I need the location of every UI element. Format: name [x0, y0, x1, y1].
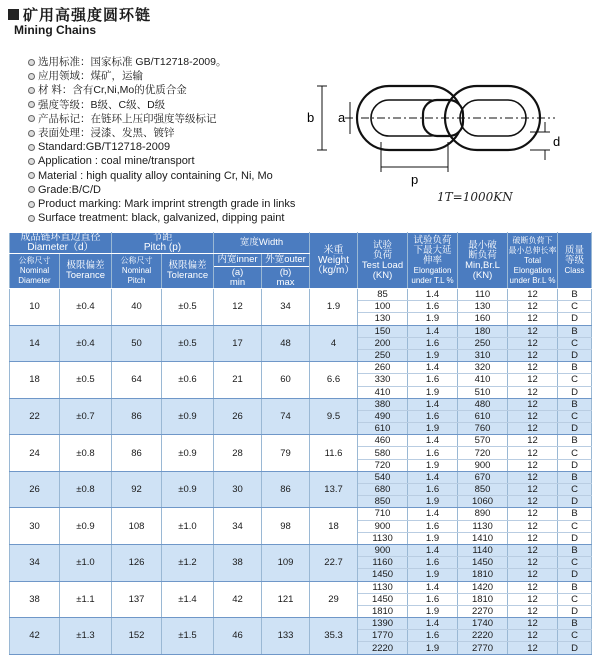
table-row [10, 362, 592, 374]
cell-test-load: 1130 [358, 581, 408, 593]
cell-min-break: 2220 [458, 630, 508, 642]
table-row [10, 508, 592, 520]
cell-pitch-tolerance: ±0.6 [162, 362, 214, 399]
cell-test-load: 85 [358, 289, 408, 301]
cell-inner-width: 38 [214, 544, 262, 581]
cell-test-load: 380 [358, 398, 408, 410]
table-row [10, 471, 592, 483]
cell-elongation: 1.9 [408, 605, 458, 617]
cell-class: D [558, 423, 592, 435]
cell-outer-width: 79 [262, 435, 310, 472]
cell-diameter: 22 [10, 398, 60, 435]
bullet-icon [28, 172, 35, 179]
hdr-pitch: 节距 Pitch (p) [112, 233, 214, 254]
cell-pitch: 40 [112, 289, 162, 326]
cell-total-elongation: 12 [508, 581, 558, 593]
cell-test-load: 1450 [358, 593, 408, 605]
cell-elongation: 1.9 [408, 569, 458, 581]
cell-min-break: 850 [458, 484, 508, 496]
cell-class: C [558, 447, 592, 459]
cell-pitch-tolerance: ±1.2 [162, 544, 214, 581]
bullet-icon [28, 59, 35, 66]
cell-class: D [558, 642, 592, 654]
cell-class: C [558, 410, 592, 422]
cell-total-elongation: 12 [508, 398, 558, 410]
cell-total-elongation: 12 [508, 410, 558, 422]
cell-elongation: 1.4 [408, 362, 458, 374]
cell-test-load: 1390 [358, 618, 408, 630]
cell-diameter: 38 [10, 581, 60, 618]
spec-item-cn [28, 55, 295, 69]
spec-text: 强度等级：B级、C级、D级 [38, 98, 166, 111]
cell-total-elongation: 12 [508, 532, 558, 544]
cell-elongation: 1.9 [408, 459, 458, 471]
cell-min-break: 180 [458, 325, 508, 337]
cell-elongation: 1.9 [408, 532, 458, 544]
cell-outer-width: 48 [262, 325, 310, 362]
hdr-elongation: 试验负荷 下最大延 伸率 Elongation under T.L % [408, 233, 458, 289]
cell-elongation: 1.4 [408, 398, 458, 410]
table-row [10, 435, 592, 447]
cell-class: B [558, 398, 592, 410]
cell-inner-width: 42 [214, 581, 262, 618]
spec-item-cn [28, 98, 295, 112]
cell-min-break: 610 [458, 410, 508, 422]
cell-class: B [558, 508, 592, 520]
cell-elongation: 1.6 [408, 557, 458, 569]
cell-class: C [558, 484, 592, 496]
cell-pitch-tolerance: ±1.4 [162, 581, 214, 618]
cell-class: C [558, 630, 592, 642]
bullet-icon [28, 130, 35, 137]
cell-diameter: 30 [10, 508, 60, 545]
cell-class: B [558, 362, 592, 374]
cell-class: D [558, 313, 592, 325]
bullet-icon [28, 201, 35, 208]
cell-diameter-tolerance: ±0.8 [60, 435, 112, 472]
cell-min-break: 1140 [458, 544, 508, 556]
cell-total-elongation: 12 [508, 642, 558, 654]
cell-elongation: 1.9 [408, 642, 458, 654]
cell-weight: 35.3 [310, 618, 358, 655]
cell-pitch: 50 [112, 325, 162, 362]
cell-total-elongation: 12 [508, 325, 558, 337]
cell-total-elongation: 12 [508, 289, 558, 301]
cell-total-elongation: 12 [508, 374, 558, 386]
cell-weight: 29 [310, 581, 358, 618]
cell-test-load: 1160 [358, 557, 408, 569]
hdr-pitch-tolerance: 极限偏差 Tolerance [162, 254, 214, 289]
cell-elongation: 1.9 [408, 496, 458, 508]
cell-test-load: 100 [358, 301, 408, 313]
cell-elongation: 1.6 [408, 374, 458, 386]
cell-min-break: 480 [458, 398, 508, 410]
cell-diameter: 42 [10, 618, 60, 655]
cell-elongation: 1.4 [408, 618, 458, 630]
cell-pitch: 126 [112, 544, 162, 581]
cell-outer-width: 133 [262, 618, 310, 655]
cell-elongation: 1.6 [408, 593, 458, 605]
label-p: p [411, 172, 419, 187]
cell-class: B [558, 325, 592, 337]
cell-outer-width: 34 [262, 289, 310, 326]
cell-weight: 13.7 [310, 471, 358, 508]
cell-test-load: 330 [358, 374, 408, 386]
bullet-icon [28, 215, 35, 222]
cell-min-break: 250 [458, 337, 508, 349]
cell-class: D [558, 605, 592, 617]
cell-min-break: 1130 [458, 520, 508, 532]
cell-outer-width: 74 [262, 398, 310, 435]
cell-total-elongation: 12 [508, 471, 558, 483]
cell-pitch-tolerance: ±1.0 [162, 508, 214, 545]
cell-min-break: 110 [458, 289, 508, 301]
cell-total-elongation: 12 [508, 569, 558, 581]
cell-class: B [558, 471, 592, 483]
cell-test-load: 260 [358, 362, 408, 374]
spec-item-cn [28, 126, 295, 140]
cell-min-break: 160 [458, 313, 508, 325]
cell-inner-width: 21 [214, 362, 262, 399]
bullet-icon [28, 101, 35, 108]
cell-total-elongation: 12 [508, 301, 558, 313]
cell-elongation: 1.4 [408, 581, 458, 593]
cell-test-load: 1130 [358, 532, 408, 544]
bullet-icon [28, 144, 35, 151]
cell-pitch-tolerance: ±0.5 [162, 289, 214, 326]
cell-elongation: 1.6 [408, 447, 458, 459]
cell-total-elongation: 12 [508, 423, 558, 435]
cell-pitch-tolerance: ±0.9 [162, 398, 214, 435]
hdr-total-elongation: 破断负荷下 最小总伸长率 Total Elongation under Br.L % [508, 233, 558, 289]
cell-min-break: 570 [458, 435, 508, 447]
spec-item-cn [28, 112, 295, 126]
cell-pitch: 64 [112, 362, 162, 399]
hdr-class: 质量 等级 Class [558, 233, 592, 289]
cell-test-load: 580 [358, 447, 408, 459]
cell-test-load: 850 [358, 496, 408, 508]
cell-class: C [558, 520, 592, 532]
bullet-icon [28, 115, 35, 122]
hdr-min-break: 最小破 断负荷 Min,Br.L (KN) [458, 233, 508, 289]
cell-class: D [558, 386, 592, 398]
cell-min-break: 890 [458, 508, 508, 520]
cell-total-elongation: 12 [508, 630, 558, 642]
spec-text: 材 料：含有Cr,Ni,Mo的优质合金 [38, 84, 187, 97]
cell-diameter-tolerance: ±0.4 [60, 325, 112, 362]
page-subtitle: Mining Chains [14, 23, 96, 37]
cell-test-load: 2220 [358, 642, 408, 654]
cell-outer-width: 60 [262, 362, 310, 399]
cell-elongation: 1.9 [408, 313, 458, 325]
cell-min-break: 410 [458, 374, 508, 386]
cell-test-load: 1450 [358, 569, 408, 581]
cell-elongation: 1.9 [408, 423, 458, 435]
hdr-inner-sym: (a) min [214, 267, 262, 289]
cell-diameter-tolerance: ±0.5 [60, 362, 112, 399]
cell-weight: 4 [310, 325, 358, 362]
label-d: d [553, 134, 561, 149]
cell-total-elongation: 12 [508, 593, 558, 605]
hdr-inner: 内宽inner [214, 254, 262, 267]
cell-outer-width: 98 [262, 508, 310, 545]
cell-test-load: 540 [358, 471, 408, 483]
spec-item-en [28, 211, 295, 225]
cell-class: C [558, 557, 592, 569]
cell-weight: 22.7 [310, 544, 358, 581]
cell-pitch: 92 [112, 471, 162, 508]
cell-test-load: 130 [358, 313, 408, 325]
cell-elongation: 1.9 [408, 349, 458, 361]
cell-test-load: 250 [358, 349, 408, 361]
hdr-weight: 米重 Weight （kg/m） [310, 233, 358, 289]
cell-total-elongation: 12 [508, 605, 558, 617]
spec-item-en [28, 140, 295, 154]
cell-total-elongation: 12 [508, 557, 558, 569]
cell-total-elongation: 12 [508, 386, 558, 398]
spec-table [9, 232, 592, 655]
spec-item-en [28, 197, 295, 211]
page-title: 矿用高强度圆环链 [23, 7, 152, 24]
spec-item-cn [28, 69, 295, 83]
cell-weight: 9.5 [310, 398, 358, 435]
cell-class: D [558, 496, 592, 508]
cell-class: B [558, 435, 592, 447]
cell-elongation: 1.4 [408, 435, 458, 447]
cell-class: B [558, 581, 592, 593]
cell-elongation: 1.4 [408, 471, 458, 483]
cell-total-elongation: 12 [508, 618, 558, 630]
spec-text: Surface treatment: black, galvanized, dipping paint [38, 212, 285, 225]
cell-elongation: 1.4 [408, 325, 458, 337]
cell-test-load: 710 [358, 508, 408, 520]
cell-min-break: 670 [458, 471, 508, 483]
cell-class: D [558, 459, 592, 471]
cell-class: D [558, 532, 592, 544]
spec-text: 选用标准：国家标准 GB/T12718-2009。 [38, 56, 227, 68]
cell-class: B [558, 289, 592, 301]
spec-text: Product marking: Mark imprint strength grade in links [38, 198, 296, 211]
cell-diameter-tolerance: ±1.1 [60, 581, 112, 618]
cell-diameter: 14 [10, 325, 60, 362]
cell-elongation: 1.4 [408, 289, 458, 301]
cell-class: B [558, 544, 592, 556]
cell-outer-width: 121 [262, 581, 310, 618]
spec-item-en [28, 169, 295, 183]
table-row [10, 325, 592, 337]
cell-elongation: 1.6 [408, 337, 458, 349]
label-a: a [338, 110, 346, 125]
cell-elongation: 1.6 [408, 484, 458, 496]
cell-inner-width: 26 [214, 398, 262, 435]
cell-diameter-tolerance: ±0.7 [60, 398, 112, 435]
cell-total-elongation: 12 [508, 349, 558, 361]
cell-elongation: 1.4 [408, 544, 458, 556]
cell-test-load: 720 [358, 459, 408, 471]
hdr-diameter-tolerance: 极限偏差 Toerance [60, 254, 112, 289]
cell-total-elongation: 12 [508, 496, 558, 508]
cell-elongation: 1.9 [408, 386, 458, 398]
cell-min-break: 1410 [458, 532, 508, 544]
cell-pitch: 152 [112, 618, 162, 655]
cell-outer-width: 86 [262, 471, 310, 508]
cell-test-load: 900 [358, 544, 408, 556]
cell-diameter: 24 [10, 435, 60, 472]
cell-diameter: 26 [10, 471, 60, 508]
spec-text: Grade:B/C/D [38, 183, 101, 196]
cell-test-load: 200 [358, 337, 408, 349]
cell-test-load: 1810 [358, 605, 408, 617]
title-bullet [8, 9, 19, 20]
chain-diagram [305, 80, 565, 200]
cell-elongation: 1.6 [408, 410, 458, 422]
cell-weight: 6.6 [310, 362, 358, 399]
cell-diameter-tolerance: ±1.3 [60, 618, 112, 655]
cell-pitch-tolerance: ±0.9 [162, 471, 214, 508]
cell-min-break: 1420 [458, 581, 508, 593]
cell-test-load: 610 [358, 423, 408, 435]
cell-total-elongation: 12 [508, 508, 558, 520]
spec-list [28, 55, 295, 225]
cell-elongation: 1.6 [408, 520, 458, 532]
cell-pitch-tolerance: ±0.5 [162, 325, 214, 362]
hdr-width: 宽度Width [214, 233, 310, 254]
cell-min-break: 1450 [458, 557, 508, 569]
bullet-icon [28, 73, 35, 80]
cell-total-elongation: 12 [508, 313, 558, 325]
table-row [10, 618, 592, 630]
cell-pitch-tolerance: ±0.9 [162, 435, 214, 472]
cell-total-elongation: 12 [508, 484, 558, 496]
cell-min-break: 720 [458, 447, 508, 459]
table-body [10, 289, 592, 655]
cell-diameter: 34 [10, 544, 60, 581]
cell-pitch: 137 [112, 581, 162, 618]
cell-weight: 1.9 [310, 289, 358, 326]
cell-test-load: 490 [358, 410, 408, 422]
table-row [10, 581, 592, 593]
cell-min-break: 1060 [458, 496, 508, 508]
cell-test-load: 1770 [358, 630, 408, 642]
cell-inner-width: 17 [214, 325, 262, 362]
spec-text: Application : coal mine/transport [38, 155, 195, 168]
cell-min-break: 320 [458, 362, 508, 374]
cell-class: D [558, 569, 592, 581]
spec-text: Material : high quality alloy containing Cr, Ni, Mo [38, 169, 273, 182]
cell-inner-width: 46 [214, 618, 262, 655]
spec-item-cn [28, 83, 295, 97]
hdr-nominal-pitch: 公称尺寸 Nominal Pitch [112, 254, 162, 289]
bullet-icon [28, 158, 35, 165]
cell-min-break: 760 [458, 423, 508, 435]
cell-inner-width: 30 [214, 471, 262, 508]
cell-outer-width: 109 [262, 544, 310, 581]
hdr-outer-sym: (b) max [262, 267, 310, 289]
spec-item-en [28, 183, 295, 197]
cell-diameter-tolerance: ±0.9 [60, 508, 112, 545]
cell-diameter: 18 [10, 362, 60, 399]
cell-total-elongation: 12 [508, 435, 558, 447]
cell-diameter: 10 [10, 289, 60, 326]
cell-class: C [558, 593, 592, 605]
cell-pitch: 108 [112, 508, 162, 545]
cell-total-elongation: 12 [508, 520, 558, 532]
spec-text: 产品标记：在链环上压印强度等级标记 [38, 112, 217, 125]
cell-weight: 11.6 [310, 435, 358, 472]
cell-total-elongation: 12 [508, 544, 558, 556]
hdr-diameter: 成品链环直边直径 Diameter（d） [10, 233, 112, 254]
table-row [10, 544, 592, 556]
table-row [10, 398, 592, 410]
cell-inner-width: 34 [214, 508, 262, 545]
cell-pitch: 86 [112, 398, 162, 435]
handwritten-note: 1T=1000KN [437, 190, 513, 204]
cell-class: C [558, 301, 592, 313]
table-header [10, 233, 592, 289]
cell-test-load: 150 [358, 325, 408, 337]
cell-min-break: 510 [458, 386, 508, 398]
cell-elongation: 1.4 [408, 508, 458, 520]
spec-text: 表面处理：浸漆、发黑、镀锌 [38, 127, 175, 140]
cell-total-elongation: 12 [508, 362, 558, 374]
cell-pitch: 86 [112, 435, 162, 472]
cell-diameter-tolerance: ±0.4 [60, 289, 112, 326]
hdr-nominal-diameter: 公称尺寸 Nominal Diameter [10, 254, 60, 289]
cell-min-break: 900 [458, 459, 508, 471]
bullet-icon [28, 87, 35, 94]
cell-min-break: 1810 [458, 593, 508, 605]
cell-test-load: 410 [358, 386, 408, 398]
cell-min-break: 130 [458, 301, 508, 313]
cell-class: D [558, 349, 592, 361]
cell-elongation: 1.6 [408, 630, 458, 642]
cell-weight: 18 [310, 508, 358, 545]
cell-test-load: 900 [358, 520, 408, 532]
cell-total-elongation: 12 [508, 459, 558, 471]
cell-inner-width: 12 [214, 289, 262, 326]
cell-inner-width: 28 [214, 435, 262, 472]
spec-text: Standard:GB/T12718-2009 [38, 141, 171, 154]
cell-total-elongation: 12 [508, 337, 558, 349]
hdr-test-load: 试验 负荷 Test Load (KN) [358, 233, 408, 289]
title-row [8, 4, 151, 25]
cell-class: C [558, 337, 592, 349]
cell-total-elongation: 12 [508, 447, 558, 459]
cell-min-break: 310 [458, 349, 508, 361]
spec-text: 应用领域：煤矿，运输 [38, 70, 143, 83]
cell-diameter-tolerance: ±1.0 [60, 544, 112, 581]
cell-min-break: 2770 [458, 642, 508, 654]
cell-elongation: 1.6 [408, 301, 458, 313]
cell-min-break: 1740 [458, 618, 508, 630]
cell-class: C [558, 374, 592, 386]
cell-diameter-tolerance: ±0.8 [60, 471, 112, 508]
cell-test-load: 460 [358, 435, 408, 447]
bullet-icon [28, 186, 35, 193]
cell-class: B [558, 618, 592, 630]
spec-item-en [28, 154, 295, 168]
label-b: b [307, 110, 315, 125]
cell-min-break: 1810 [458, 569, 508, 581]
table-row [10, 289, 592, 301]
hdr-outer: 外宽outer [262, 254, 310, 267]
cell-pitch-tolerance: ±1.5 [162, 618, 214, 655]
cell-test-load: 680 [358, 484, 408, 496]
cell-min-break: 2270 [458, 605, 508, 617]
